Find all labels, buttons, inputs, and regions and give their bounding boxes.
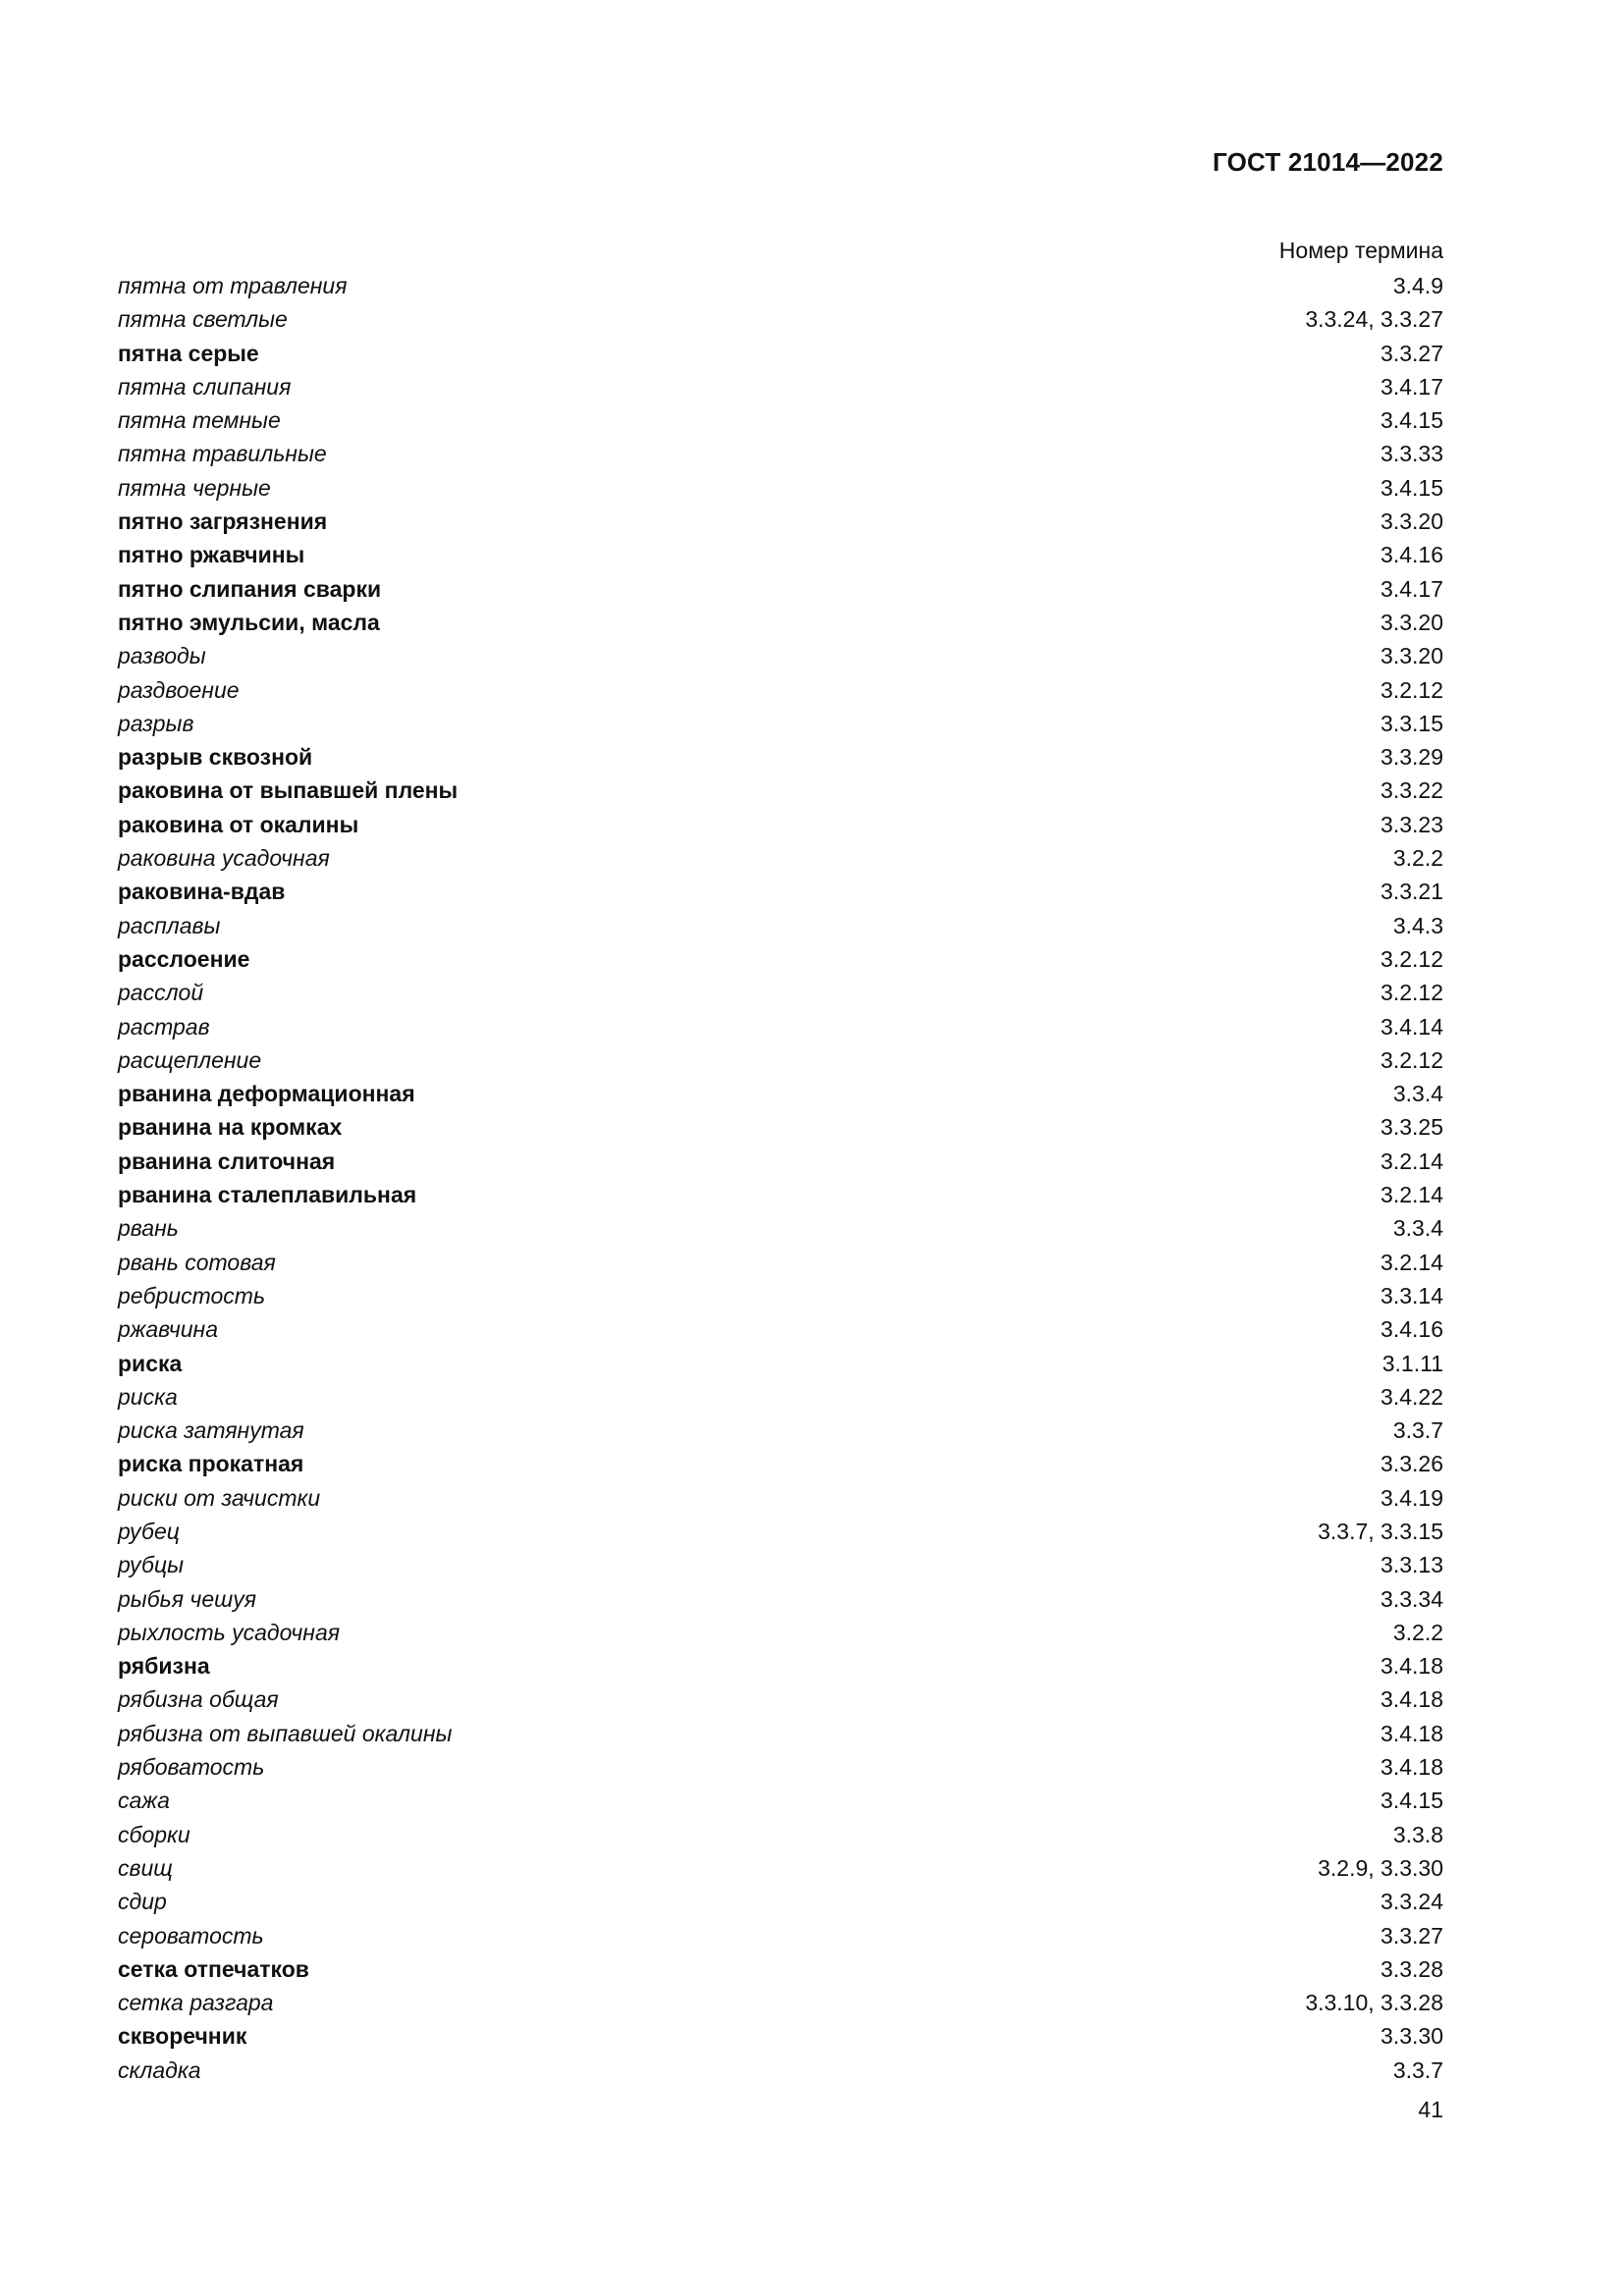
index-term: рябизна общая [118,1686,279,1713]
index-entry [118,841,1443,875]
index-term: риска затянутая [118,1417,304,1444]
index-entry [118,1919,1443,1952]
index-entry [118,269,1443,302]
index-term: риска [118,1383,178,1410]
term-number: 3.3.15 [1380,710,1443,736]
term-number: 3.4.18 [1380,1754,1443,1781]
index-term: пятна от травления [118,273,348,298]
index-entry [118,976,1443,1009]
index-term: расслой [118,980,204,1006]
term-number: 3.3.4 [1392,1081,1443,1107]
index-entry [118,1211,1443,1245]
index-term: риска [118,1350,183,1376]
term-number: 3.3.23 [1380,811,1443,837]
index-term: пятна серые [118,340,259,366]
term-number: 3.3.4 [1392,1215,1443,1242]
index-term: рванина на кромках [118,1114,343,1141]
term-number: 3.4.18 [1380,1653,1443,1680]
term-number: 3.3.25 [1380,1114,1443,1141]
term-number: 3.4.16 [1380,542,1443,568]
index-term: пятна травильные [118,441,327,467]
index-entry [118,370,1443,403]
term-number: 3.2.12 [1380,945,1443,972]
term-number: 3.4.15 [1380,474,1443,501]
index-entry [118,1851,1443,1885]
index-term: сдир [118,1889,167,1915]
index-entry [118,639,1443,672]
term-number: 3.3.20 [1380,643,1443,669]
index-term: расщепление [118,1046,262,1073]
index-entry [118,774,1443,807]
term-number: 3.1.11 [1381,1350,1443,1376]
term-number: 3.3.27 [1380,340,1443,366]
index-entry [118,2054,1443,2087]
index-entry [118,909,1443,942]
term-number: 3.3.13 [1380,1552,1443,1578]
index-entry [118,1110,1443,1144]
index-entry [118,1145,1443,1178]
index-entry [118,707,1443,740]
term-number: 3.3.28 [1380,1955,1443,1982]
index-term: раковина от выпавшей плены [118,777,459,804]
index-entry [118,437,1443,470]
term-number: 3.3.14 [1380,1282,1443,1308]
index-entry [118,1952,1443,1986]
term-number: 3.3.8 [1392,1821,1443,1847]
index-term: пятна слипания [118,373,292,400]
term-number: 3.4.14 [1380,1013,1443,1040]
index-term: риска прокатная [118,1451,304,1477]
index-entry [118,1784,1443,1817]
term-number: 3.4.18 [1380,1686,1443,1713]
index-entry [118,1616,1443,1649]
index-term: рыхлость усадочная [118,1619,341,1645]
index-term: рябизна от выпавшей окалины [118,1720,453,1746]
term-number: 3.3.21 [1380,879,1443,905]
index-entry [118,505,1443,538]
index-term: рвань [118,1215,179,1242]
index-term: раковина усадочная [118,845,330,872]
term-number: 3.4.18 [1380,1720,1443,1746]
term-number: 3.2.12 [1380,1046,1443,1073]
index-term: свищ [118,1854,173,1881]
index-entry [118,673,1443,707]
index-term: риски от зачистки [118,1484,321,1511]
term-number: 3.3.33 [1380,441,1443,467]
index-entry [118,1312,1443,1346]
index-entry [118,1178,1443,1211]
index-entry [118,1279,1443,1312]
term-number: 3.3.20 [1380,508,1443,535]
index-entry [118,1717,1443,1750]
term-number: 3.2.2 [1392,845,1443,872]
term-number: 3.3.27 [1380,1922,1443,1949]
index-term: растрав [118,1013,210,1040]
term-number: 3.2.12 [1380,980,1443,1006]
index-entry [118,808,1443,841]
index-entry [118,538,1443,571]
index-entry [118,1986,1443,2019]
index-term: складка [118,2056,201,2083]
term-number: 3.2.12 [1380,676,1443,703]
index-term: пятно ржавчины [118,542,305,568]
term-number: 3.3.7 [1392,1417,1443,1444]
term-number: 3.4.3 [1392,912,1443,938]
term-number: 3.2.14 [1380,1249,1443,1275]
index-term: сетка разгара [118,1990,274,2016]
index-term: рябизна [118,1653,210,1680]
page-number: 41 [1418,2097,1443,2122]
term-number: 3.3.7 [1392,2056,1443,2083]
index-term: разрыв сквозной [118,744,313,771]
index-entry [118,1246,1443,1279]
term-number: 3.4.9 [1392,273,1443,298]
term-index-list [118,269,1443,2087]
term-number: 3.2.14 [1380,1182,1443,1208]
term-number: 3.4.17 [1380,373,1443,400]
column-header: Номер термина [1278,238,1443,263]
index-term: рванина сталеплавильная [118,1182,417,1208]
term-number: 3.2.9, 3.3.30 [1318,1854,1443,1881]
index-entry [118,471,1443,505]
index-entry [118,875,1443,908]
index-term: рванина деформационная [118,1081,415,1107]
index-term: сборки [118,1821,190,1847]
index-term: раковина-вдав [118,879,286,905]
term-number: 3.2.2 [1392,1619,1443,1645]
index-entry [118,1818,1443,1851]
index-term: сажа [118,1788,170,1814]
index-entry [118,403,1443,437]
index-entry [118,1515,1443,1548]
index-term: пятно эмульсии, масла [118,609,380,635]
index-entry [118,337,1443,370]
index-term: рвань сотовая [118,1249,276,1275]
index-term: разрыв [118,710,194,736]
index-term: пятно слипания сварки [118,575,382,602]
index-term: сетка отпечатков [118,1955,309,1982]
index-term: пятна светлые [118,306,288,333]
term-number: 3.3.24, 3.3.27 [1305,306,1443,333]
index-term: раковина от окалины [118,811,359,837]
index-entry [118,1347,1443,1380]
index-term: разводы [118,643,206,669]
index-entry [118,1380,1443,1414]
index-term: пятно загрязнения [118,508,328,535]
index-entry [118,1447,1443,1480]
term-number: 3.3.7, 3.3.15 [1318,1518,1443,1544]
index-term: рванина слиточная [118,1148,336,1174]
term-number: 3.4.17 [1380,575,1443,602]
term-number: 3.3.29 [1380,744,1443,771]
index-entry [118,1043,1443,1077]
index-entry [118,1010,1443,1043]
index-term: расслоение [118,945,250,972]
index-term: рябоватость [118,1754,265,1781]
index-entry [118,1548,1443,1581]
page-header: ГОСТ 21014—2022 [1213,147,1443,177]
index-entry [118,2019,1443,2053]
index-entry [118,1582,1443,1616]
term-number: 3.2.14 [1380,1148,1443,1174]
index-entry [118,572,1443,606]
term-number: 3.4.16 [1380,1316,1443,1343]
term-number: 3.3.34 [1380,1585,1443,1612]
index-entry [118,1077,1443,1110]
term-number: 3.4.15 [1380,1788,1443,1814]
term-number: 3.3.24 [1380,1889,1443,1915]
index-entry [118,1750,1443,1784]
term-number: 3.3.30 [1380,2023,1443,2050]
index-term: рыбья чешуя [118,1585,256,1612]
index-term: пятна темные [118,407,281,434]
index-term: ребристость [118,1282,266,1308]
index-entry [118,1682,1443,1716]
term-number: 3.4.22 [1380,1383,1443,1410]
index-term: пятна черные [118,474,271,501]
term-number: 3.3.20 [1380,609,1443,635]
index-entry [118,1649,1443,1682]
index-entry [118,942,1443,976]
index-entry [118,1885,1443,1918]
index-term: сероватость [118,1922,264,1949]
index-term: рубец [118,1518,180,1544]
term-number: 3.4.15 [1380,407,1443,434]
index-entry [118,1481,1443,1515]
term-number: 3.3.10, 3.3.28 [1305,1990,1443,2016]
term-number: 3.4.19 [1380,1484,1443,1511]
term-number: 3.3.26 [1380,1451,1443,1477]
index-term: раздвоение [118,676,240,703]
index-entry [118,302,1443,336]
index-term: скворечник [118,2023,247,2050]
index-entry [118,740,1443,774]
index-term: ржавчина [118,1316,219,1343]
index-term: расплавы [118,912,221,938]
index-term: рубцы [118,1552,185,1578]
term-number: 3.3.22 [1380,777,1443,804]
index-entry [118,1414,1443,1447]
index-entry [118,606,1443,639]
